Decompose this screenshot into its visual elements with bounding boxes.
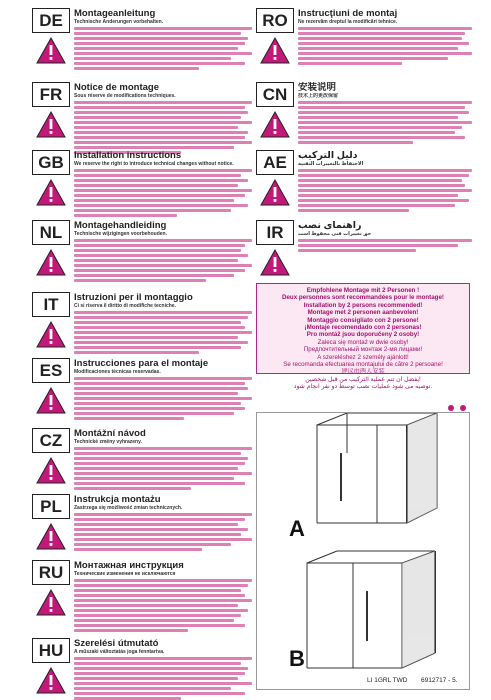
- instruction-text-line: [74, 518, 245, 521]
- warning-triangle-icon: [36, 667, 66, 694]
- document-code: 6912717 - 5.: [421, 677, 458, 684]
- diagram-label-b: B: [289, 646, 305, 671]
- instruction-text-line: [74, 609, 248, 612]
- assembly-note-line: 建议由两人安装: [341, 368, 385, 376]
- assembly-note-line: Zaleca się montaż w dwie osoby!: [317, 338, 409, 346]
- instruction-text-line: [74, 667, 248, 670]
- instruction-text-line: [74, 244, 245, 247]
- instruction-text-line: [74, 387, 248, 390]
- instruction-text-line: [74, 141, 252, 144]
- section-content: [298, 8, 472, 65]
- instruction-text-line: [74, 523, 238, 526]
- section-title: 安装说明: [298, 82, 337, 93]
- instruction-text-line: [74, 42, 245, 45]
- section-content: [74, 358, 252, 420]
- instruction-text-line: [74, 136, 245, 139]
- section-content: [74, 494, 252, 551]
- instruction-text-line: [74, 477, 234, 480]
- instruction-text-line: [74, 279, 206, 282]
- instruction-text-line: [298, 111, 469, 114]
- language-code-box: PL: [32, 494, 70, 519]
- section-subtitle: Zastrzega się możliwość zmian technicznych.: [74, 505, 183, 511]
- assembly-note-line: ¡Montaje recomendado con 2 personas!: [304, 324, 422, 332]
- instruction-text-line: [74, 126, 238, 129]
- instruction-text-line: [74, 447, 252, 450]
- instruction-text-block: [74, 579, 252, 632]
- section-content: [74, 638, 252, 700]
- instruction-text-line: [298, 126, 462, 129]
- instruction-text-line: [74, 274, 234, 277]
- instruction-text-block: [74, 27, 252, 70]
- instruction-text-line: [298, 244, 458, 247]
- instruction-text-line: [74, 194, 245, 197]
- section-content: [298, 82, 472, 144]
- instruction-text-line: [298, 52, 472, 55]
- instruction-text-line: [298, 47, 458, 50]
- instruction-text-block: [74, 239, 252, 282]
- section-subtitle: Technische wijzigingen voorbehouden.: [74, 231, 167, 237]
- instruction-text-line: [298, 174, 469, 177]
- instruction-text-block: [74, 447, 252, 490]
- instruction-text-line: [298, 37, 462, 40]
- instruction-text-line: [298, 131, 455, 134]
- instruction-text-block: [74, 169, 252, 217]
- language-code-box: AE: [256, 150, 294, 175]
- shower-door-diagram: [256, 412, 470, 690]
- section-subtitle: A műszaki változtatás joga fenntartva.: [74, 649, 165, 655]
- instruction-text-line: [74, 687, 231, 690]
- instruction-text-line: [74, 397, 252, 400]
- instruction-text-line: [74, 657, 252, 660]
- instruction-text-line: [298, 179, 462, 182]
- language-code-box: CN: [256, 82, 294, 107]
- section-content: [74, 150, 252, 217]
- instruction-text-line: [74, 528, 248, 531]
- instruction-text-block: [298, 169, 472, 212]
- two-person-assembly-note: [256, 283, 470, 391]
- instruction-text-line: [74, 179, 248, 182]
- assembly-note-line: توصیه می شود عملیات نصب توسط دو نفر انجام شود.: [293, 383, 433, 391]
- language-code-box: IT: [32, 292, 70, 317]
- instruction-text-line: [74, 146, 234, 149]
- instruction-text-block: [298, 101, 472, 144]
- instruction-text-line: [74, 269, 245, 272]
- warning-triangle-icon: [36, 179, 66, 206]
- warning-triangle-icon: [36, 37, 66, 64]
- instruction-text-line: [74, 169, 252, 172]
- section-subtitle: Technische Änderungen vorbehalten.: [74, 19, 164, 25]
- section-title: Montážní návod: [74, 428, 146, 439]
- section-title: دليل التركيب: [298, 150, 358, 161]
- assembly-note-line: Installation by 2 persons recommended!: [303, 301, 423, 309]
- instruction-text-line: [298, 62, 402, 65]
- instruction-text-line: [298, 42, 469, 45]
- assembly-note-line: Montage met 2 personen aanbevolen!: [307, 309, 419, 317]
- diagram-label-a: A: [289, 516, 305, 541]
- instruction-text-line: [74, 37, 248, 40]
- language-code-box: HU: [32, 638, 70, 663]
- section-title: Notice de montage: [74, 82, 159, 93]
- warning-triangle-icon: [36, 111, 66, 138]
- instruction-text-line: [74, 548, 202, 551]
- section-subtitle: الاحتفاظ بالتغييرات التقنية: [298, 161, 364, 167]
- language-code-box: FR: [32, 82, 70, 107]
- instruction-text-line: [74, 487, 191, 490]
- instruction-text-line: [74, 482, 245, 485]
- language-code-box: RU: [32, 560, 70, 585]
- instruction-text-line: [74, 472, 252, 475]
- section-content: [74, 8, 252, 70]
- instruction-text-line: [74, 62, 245, 65]
- instruction-text-line: [74, 599, 252, 602]
- instruction-text-line: [74, 331, 252, 334]
- language-code-box: DE: [32, 8, 70, 33]
- instruction-text-line: [74, 57, 231, 60]
- instruction-text-line: [298, 209, 409, 212]
- warning-triangle-icon: [36, 523, 66, 550]
- section-title: Montagehandleiding: [74, 220, 167, 231]
- instruction-text-line: [74, 412, 234, 415]
- section-content: [74, 292, 252, 354]
- instruction-text-block: [74, 311, 252, 354]
- instruction-text-line: [74, 467, 238, 470]
- instruction-text-line: [74, 589, 241, 592]
- section-subtitle: We reserve the right to introduce technical changes without notice.: [74, 161, 234, 167]
- warning-triangle-icon: [36, 321, 66, 348]
- instruction-text-line: [74, 682, 252, 685]
- section-content: [298, 220, 472, 252]
- instruction-text-block: [74, 513, 252, 551]
- section-title: راهنمای نصب: [298, 220, 362, 231]
- instruction-text-line: [298, 106, 465, 109]
- instruction-text-line: [74, 604, 238, 607]
- instruction-text-line: [74, 27, 252, 30]
- instruction-text-line: [298, 199, 469, 202]
- language-code-box: NL: [32, 220, 70, 245]
- instruction-text-line: [298, 204, 455, 207]
- section-subtitle: Technické změny vyhrazeny.: [74, 439, 142, 445]
- instruction-text-line: [74, 341, 248, 344]
- language-code-box: ES: [32, 358, 70, 383]
- instruction-text-line: [74, 184, 238, 187]
- instruction-text-line: [74, 199, 234, 202]
- section-subtitle: Modificaciones técnicas reservadas.: [74, 369, 161, 375]
- instruction-text-line: [74, 407, 245, 410]
- instruction-text-block: [74, 377, 252, 420]
- section-title: Instrucţiuni de montaj: [298, 8, 398, 19]
- section-title: Installation instructions: [74, 150, 182, 161]
- assembly-note-line: يفضل أن تتم عملية التركيب من قبل شخصين!: [305, 375, 421, 383]
- instruction-text-line: [74, 254, 248, 257]
- instruction-text-line: [298, 136, 465, 139]
- instruction-text-line: [74, 346, 241, 349]
- instruction-text-line: [74, 629, 188, 632]
- instruction-text-line: [74, 624, 245, 627]
- instruction-text-line: [74, 101, 252, 104]
- instruction-text-line: [298, 32, 465, 35]
- instruction-text-line: [74, 204, 248, 207]
- section-subtitle: Технические изменения не исключаются: [74, 571, 176, 577]
- instruction-text-block: [298, 239, 472, 252]
- instruction-text-line: [74, 264, 252, 267]
- section-content: [74, 560, 252, 632]
- instruction-text-block: [74, 101, 252, 154]
- instruction-text-line: [74, 67, 199, 70]
- assembly-note-line: Montaggio consigliato con 2 persone!: [307, 316, 419, 324]
- section-content: [74, 220, 252, 282]
- section-title: Istruzioni per il montaggio: [74, 292, 193, 303]
- instruction-text-line: [74, 677, 238, 680]
- instruction-text-line: [74, 116, 241, 119]
- warning-triangle-icon: [36, 457, 66, 484]
- instruction-text-line: [298, 116, 458, 119]
- instruction-text-line: [74, 326, 245, 329]
- section-content: [298, 150, 472, 212]
- instruction-text-line: [74, 311, 252, 314]
- section-subtitle: Ne rezervăm dreptul la modificări tehnice.: [298, 19, 398, 25]
- section-title: Szerelési útmutató: [74, 638, 159, 649]
- instruction-text-line: [298, 184, 465, 187]
- instruction-text-line: [74, 209, 231, 212]
- instruction-text-line: [74, 174, 241, 177]
- section-subtitle: Sous réserve de modifications techniques.: [74, 93, 176, 99]
- instruction-text-line: [74, 584, 248, 587]
- product-code: LI 1GRL TWD: [367, 677, 408, 684]
- instruction-text-line: [74, 239, 252, 242]
- instruction-text-line: [74, 417, 184, 420]
- instruction-text-line: [74, 619, 234, 622]
- instruction-text-line: [74, 189, 252, 192]
- section-title: Montageanleitung: [74, 8, 156, 19]
- section-subtitle: حق تغییرات فنی محفوظ است: [298, 231, 372, 237]
- instruction-text-line: [74, 321, 241, 324]
- instruction-text-line: [298, 141, 413, 144]
- instruction-text-block: [298, 27, 472, 65]
- instruction-text-line: [74, 351, 199, 354]
- instruction-text-line: [298, 57, 448, 60]
- section-content: [74, 428, 252, 490]
- warning-triangle-icon: [260, 249, 290, 276]
- instruction-text-line: [74, 214, 177, 217]
- warning-triangle-icon: [260, 179, 290, 206]
- instruction-text-line: [74, 32, 241, 35]
- language-code-box: IR: [256, 220, 294, 245]
- instruction-text-line: [74, 392, 238, 395]
- instruction-text-line: [74, 106, 245, 109]
- warning-triangle-icon: [260, 37, 290, 64]
- instruction-text-line: [74, 316, 248, 319]
- instruction-text-line: [298, 239, 472, 242]
- instruction-text-line: [74, 52, 252, 55]
- assembly-note-line: Предпочтительный монтаж 2-мя лицами!: [303, 346, 423, 354]
- instruction-text-line: [74, 452, 241, 455]
- language-code-box: RO: [256, 8, 294, 33]
- section-subtitle: 技术上的更改保留: [298, 93, 339, 99]
- section-title: Монтажная инструкция: [74, 560, 184, 571]
- instruction-text-line: [74, 533, 241, 536]
- instruction-text-line: [74, 47, 238, 50]
- instruction-text-line: [74, 249, 241, 252]
- instruction-text-line: [74, 111, 248, 114]
- instruction-text-line: [74, 594, 245, 597]
- instruction-text-line: [74, 672, 245, 675]
- instruction-text-line: [74, 462, 245, 465]
- instruction-text-line: [74, 121, 252, 124]
- instruction-text-line: [74, 382, 245, 385]
- assembly-note-line: Se recomanda efectuarea montajului de către 2 persoane!: [283, 361, 443, 369]
- warning-triangle-icon: [260, 111, 290, 138]
- instruction-text-line: [74, 538, 252, 541]
- instruction-text-line: [74, 579, 252, 582]
- instruction-text-line: [74, 336, 238, 339]
- language-code-box: GB: [32, 150, 70, 175]
- section-content: [74, 82, 252, 154]
- assembly-note-line: A szereléshez 2 személy ajánlott!: [317, 353, 409, 361]
- assembly-note-line: Deux personnes sont recommandées pour le montage!: [282, 294, 444, 302]
- language-code-box: CZ: [32, 428, 70, 453]
- instruction-text-line: [74, 543, 231, 546]
- instruction-text-line: [74, 457, 248, 460]
- section-subtitle: Ci si riserva il diritto di modifiche tecniche.: [74, 303, 176, 309]
- assembly-note-line: Pro montáž jsou doporučeny 2 osoby!: [306, 331, 420, 339]
- warning-triangle-icon: [36, 589, 66, 616]
- instruction-text-line: [298, 169, 472, 172]
- instruction-text-line: [74, 259, 238, 262]
- instruction-text-line: [74, 662, 241, 665]
- warning-triangle-icon: [36, 249, 66, 276]
- assembly-note-line: Empfohlene Montage mit 2 Personen !: [306, 287, 420, 294]
- instruction-text-line: [298, 101, 472, 104]
- instruction-text-line: [74, 131, 248, 134]
- section-title: Instrukcja montażu: [74, 494, 161, 505]
- instruction-text-line: [298, 27, 472, 30]
- instruction-text-line: [298, 249, 416, 252]
- instruction-text-line: [74, 614, 241, 617]
- instruction-text-line: [74, 513, 252, 516]
- assembly-note-lines: [259, 287, 467, 391]
- instruction-text-line: [74, 402, 241, 405]
- instruction-text-line: [74, 377, 252, 380]
- section-title: Instrucciones para el montaje: [74, 358, 209, 369]
- instruction-text-line: [298, 121, 472, 124]
- warning-triangle-icon: [36, 387, 66, 414]
- instruction-text-line: [298, 194, 458, 197]
- instruction-text-line: [298, 189, 472, 192]
